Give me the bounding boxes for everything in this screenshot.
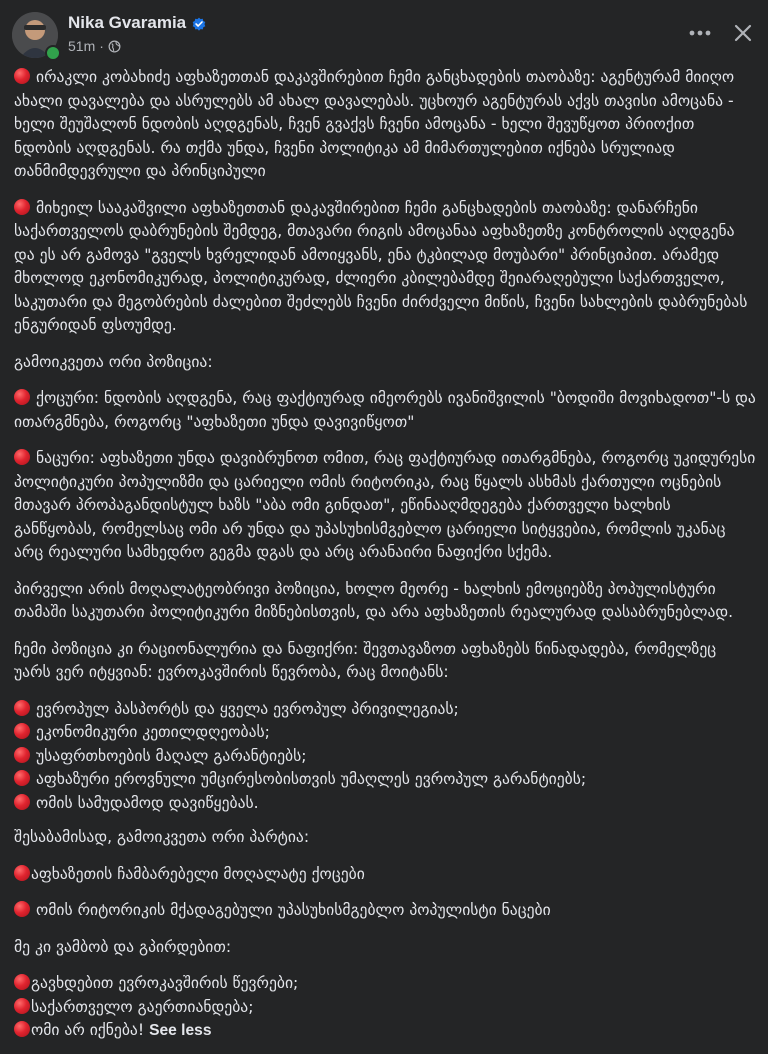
- close-icon: [734, 24, 752, 42]
- paragraph-text: ირაკლი კობახიძე აფხაზეთთან დაკავშირებით ჩემი განცხადების თაობაზე: აგენტურამ მიიღო ახალი დავალება და ასრულებს ამ ახალ დავალებას. უცხოურ აგენტურას აქვს თავისი ამოცანა - ხელი შეუშალონ ნდობის აღდგენას, ჩვენ გვაქვს ჩვენი ამოცანა - ხელი შევუწყოთ პრიოქით ნდობის აღდგენას. რა თქმა უნდა, ჩვენი პოლიტიკა ამ მიმართულებით იქნება სრულიად თანმიმდევრული და პრინციპული: [14, 68, 735, 180]
- author-name[interactable]: Nika Gvaramia: [68, 13, 187, 32]
- post-paragraph: [14, 351, 756, 375]
- globe-icon: [108, 40, 121, 53]
- list-item: [14, 721, 756, 745]
- post-paragraph: [14, 899, 756, 923]
- benefits-list: [14, 698, 756, 816]
- red-circle-icon: [14, 199, 30, 215]
- list-item: [14, 698, 756, 722]
- list-item-text: აფხაზური ეროვნული უმცირესობისთვის უმაღლეს ევროპულ გარანტიებს;: [36, 770, 587, 788]
- list-item-text: საქართველო გაერთიანდება;: [31, 997, 254, 1016]
- red-circle-icon: [14, 770, 30, 786]
- more-options-button[interactable]: [683, 18, 717, 48]
- list-item: [14, 768, 756, 792]
- paragraph-text: ქოცური: ნდობის აღდგენა, რაც ფაქტიურად იმეორებს ივანიშვილის "ბოდიში მოვიხადოთ"-ს და ითარგმნება, როგორც "აფხაზეთი უნდა დავივიწყოთ": [14, 389, 756, 431]
- paragraph-text: შესაბამისად, გამოიკვეთა ორი პარტია:: [14, 828, 310, 846]
- paragraph-text: აფხაზეთის ჩამბარებელი მოღალატე ქოცები: [31, 864, 365, 883]
- more-icon: [689, 30, 711, 36]
- red-circle-icon: [14, 998, 30, 1014]
- post-meta: [68, 38, 121, 54]
- paragraph-text: ნაცური: აფხაზეთი უნდა დავიბრუნოთ ომით, რაც ფაქტიურად ითარგმნება, როგორც უკიდურესი პოლიტიკური პოპულიზმი და ცარიელი ომის რიტორიკა, რაც წყალს ასხმას ქართული ოცნების მთავარ პროპაგანდისტულ ხაზს "აბა ომი გინდათ", ეწინააღმდეგება ქართველი ხალხის განწყობას, რომელსაც ომი არ უნდა და უპასუხისმგებლო ცარიელი სიტყვებია, რომლის უკანაც არც რეალური სამხედრო გეგმა დგას და არც არანაირი ნაფიქრი სქემა.: [14, 449, 756, 561]
- online-status-dot: [45, 45, 61, 61]
- list-item-text: ევროპულ პასპორტს და ყველა ევროპულ პრივილეგიას;: [36, 699, 459, 718]
- red-circle-icon: [14, 865, 30, 881]
- meta-separator: ·: [99, 38, 104, 54]
- post-paragraph: [14, 447, 756, 565]
- verified-badge-icon: [191, 16, 207, 32]
- list-item: [14, 996, 756, 1020]
- list-item-text: ომი არ იქნება!: [31, 1021, 145, 1039]
- post-paragraph: [14, 387, 756, 434]
- paragraph-text: გამოიკვეთა ორი პოზიცია:: [14, 352, 213, 371]
- list-item: [14, 1019, 756, 1043]
- list-item: [14, 745, 756, 769]
- post-paragraph: [14, 197, 756, 338]
- paragraph-text: პირველი არის მოღალატეობრივი პოზიცია, ხოლო მეორე - ხალხის ემოციებზე პოპულისტური თამაში საკუთარი პოლიტიკური მიზნებისთვის, და არა აფხაზეთის რეალურად დასაბრუნებლად.: [14, 579, 734, 621]
- red-circle-icon: [14, 68, 30, 84]
- post-timestamp[interactable]: 51m: [68, 38, 96, 54]
- paragraph-text: ომის რიტორიკის მქადაგებული უპასუხისმგებლო პოპულისტი ნაცები: [36, 901, 551, 919]
- post-paragraph: [14, 578, 756, 625]
- close-button[interactable]: [726, 16, 760, 50]
- paragraph-text: ჩემი პოზიცია კი რაციონალურია და ნაფიქრი: შევთავაზოთ აფხაზებს წინადადება, რომელზეც უარს ვერ იტყვიან: ევროკავშირის წევრობა, რაც მოიტანს:: [14, 639, 717, 681]
- red-circle-icon: [14, 1021, 30, 1037]
- list-item-text: ეკონომიკური კეთილდღეობას;: [36, 723, 270, 741]
- red-circle-icon: [14, 723, 30, 739]
- red-circle-icon: [14, 449, 30, 465]
- red-circle-icon: [14, 389, 30, 405]
- red-circle-icon: [14, 901, 30, 917]
- red-circle-icon: [14, 747, 30, 763]
- post-paragraph: [14, 826, 756, 850]
- post-paragraph: [14, 638, 756, 685]
- post-body: [14, 66, 756, 1054]
- post-header: [0, 0, 768, 66]
- red-circle-icon: [14, 794, 30, 810]
- red-circle-icon: [14, 974, 30, 990]
- paragraph-text: მე კი ვამბობ და გპირდებით:: [14, 937, 232, 956]
- post-paragraph: [14, 863, 756, 887]
- list-item: [14, 792, 756, 816]
- list-item-text: გავხდებით ევროკავშირის წევრები;: [31, 974, 299, 992]
- list-item: [14, 972, 756, 996]
- see-less-link[interactable]: See less: [149, 1022, 212, 1039]
- promises-list: [14, 972, 756, 1043]
- list-item-text: ომის სამუდამოდ დავიწყებას.: [36, 793, 259, 812]
- paragraph-text: მიხეილ სააკაშვილი აფხაზეთთან დაკავშირებით ჩემი განცხადების თაობაზე: დანარჩენი საქართველოს დაბრუნების შემდეგ, მთავარი რიგის ამოცანაა აფხაზეთზე კონტროლის აღდგენა და ეს არ გამოვა "გველს ხვრელიდან ამოიყვანს, ენა ტკბილად მოუბარი" პრინციპით. არამედ მხოლოდ ეკონომიკურად, პოლიტიკურად, ძლიერი კბილებამდე შეიარაღებული საქართველო, საკუთარი და მეგობრების ძალებით შეძლებს ჩვენი ძირძველი მიწის, ჩვენი სახლების დაბრუნებას ენგურიდან ფსოუმდე.: [14, 198, 748, 334]
- list-item-text: უსაფრთხოების მაღალ გარანტიებს;: [36, 746, 307, 765]
- post-paragraph: [14, 66, 756, 184]
- post-paragraph: [14, 936, 756, 960]
- red-circle-icon: [14, 700, 30, 716]
